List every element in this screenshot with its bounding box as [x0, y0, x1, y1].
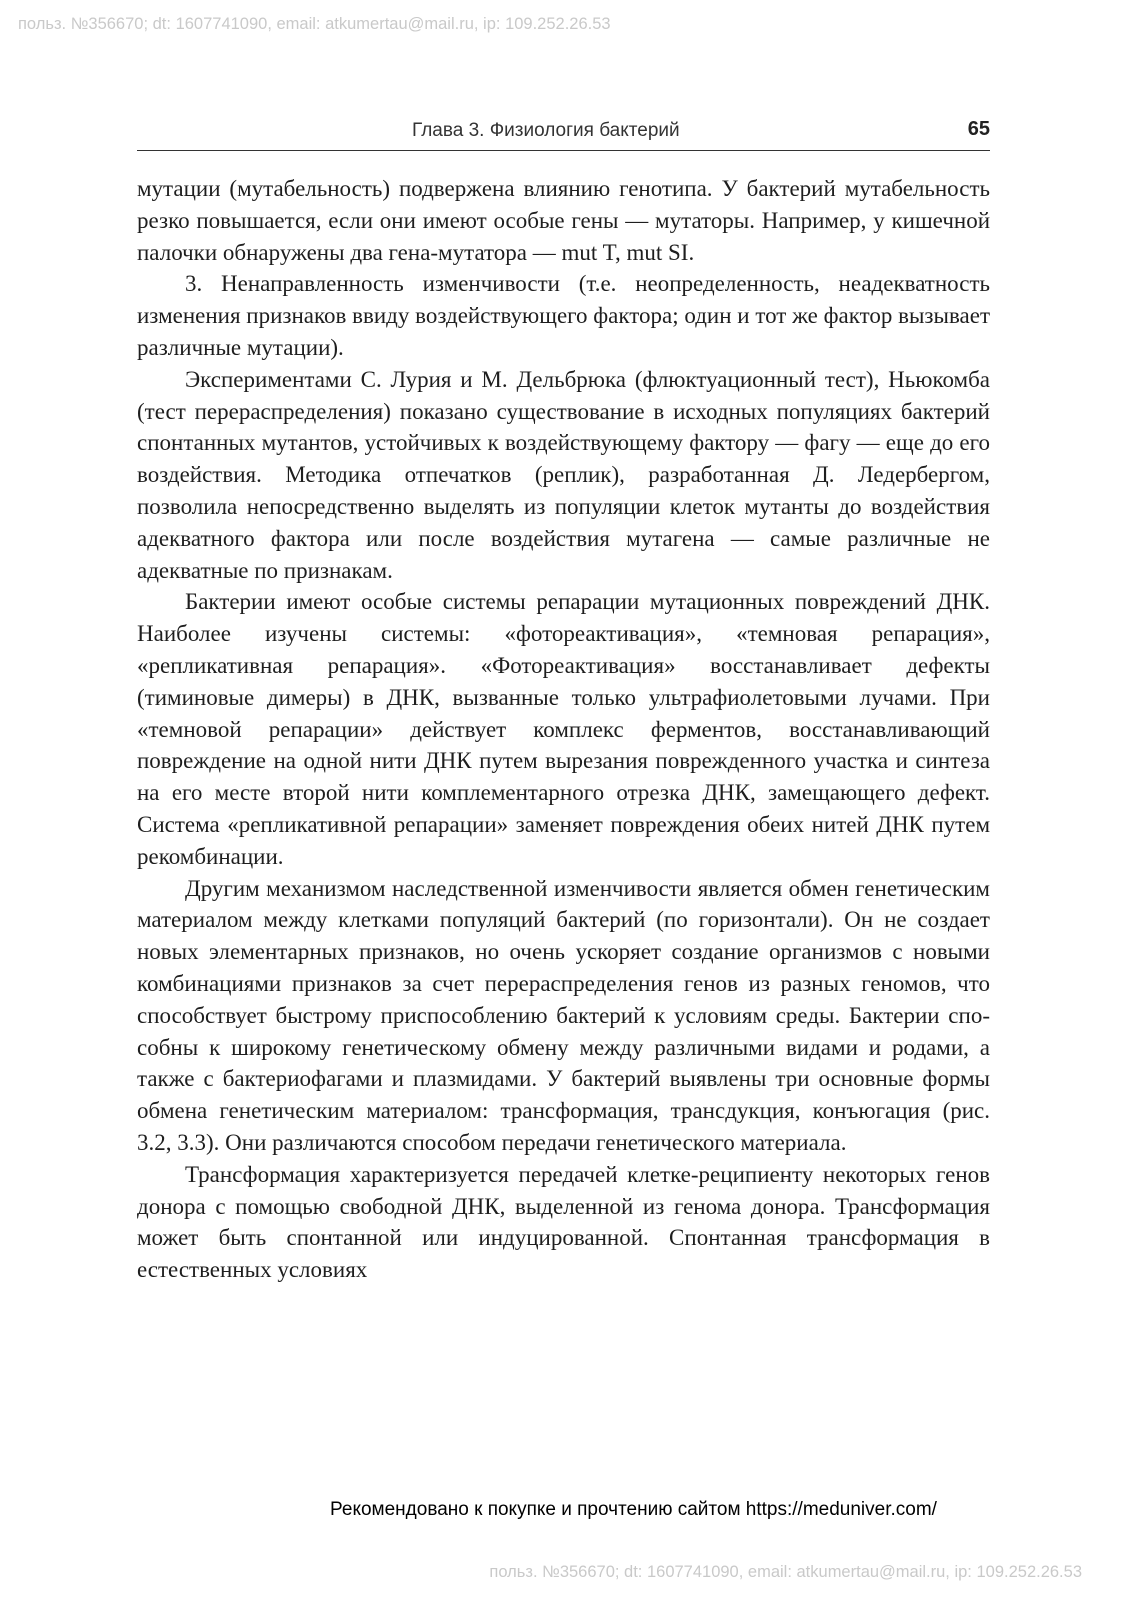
paragraph-3: Экспериментами С. Лурия и М. Дельбрюка (флюктуационный тест), Ньюкомба (тест перераспределения) показано существование в исходных популяциях бактерий спонтанных мутантов, устойчивых к воздействующему фактору — фагу — еще до его воздействия. Методика отпечатков (реплик), разработанная Д. Ледербергом, позволила непосредственно выделять из популяции клеток мутанты до воздействия адекватного фактора или после воздействия мутагена — самые различные не адекватные по признакам.	[137, 366, 990, 583]
paragraph-1: мутации (мутабельность) подвержена влиянию генотипа. У бактерий мутабельность резко повышается, если они имеют особые гены — мутаторы. Например, у кишечной палочки обнаружены два гена-мутатора — mut T, mut SI.	[137, 176, 990, 265]
watermark-top: польз. №356670; dt: 1607741090, email: atkumertau@mail.ru, ip: 109.252.26.53	[18, 15, 611, 33]
running-header	[137, 118, 990, 151]
paragraph-5: Другим механизмом наследственной изменчивости является обмен генетическим материалом между клетками популяций бактерий (по горизонтали). Он не создает новых элементарных признаков, но очень ускоряет создание организмов с новыми комбинациями признаков за счет перераспределения генов из разных геномов, что способствует быстрому приспособлению бактерий к условиям среды. Бактерии способны к широкому генетическому обмену между различными видами и родами, а также с бактериофагами и плазмидами. У бактерий выявлены три основные формы обмена генетическим материалом: трансформация, трансдукция, конъюгация (рис. 3.2, 3.3). Они различаются способом передачи генетического материала.	[137, 875, 990, 1155]
paragraph-6: Трансформация характеризуется передачей клетке-реципиенту некоторых генов донора с помощью свободной ДНК, выделенной из генома донора. Трансформация может быть спонтанной или индуцированной. Спонтанная трансформация в естественных условиях	[137, 1161, 990, 1283]
watermark-bottom: польз. №356670; dt: 1607741090, email: atkumertau@mail.ru, ip: 109.252.26.53	[489, 1563, 1082, 1581]
body-text	[137, 173, 990, 1286]
paragraph-2: 3. Ненаправленность изменчивости (т.е. неопределенность, неадекватность изменения признаков ввиду воздействующего фактора; один и тот же фактор вызывает различные мутации).	[137, 271, 990, 360]
page-number: 65	[967, 118, 990, 140]
recommendation-note: Рекомендовано к покупке и прочтению сайтом https://meduniver.com/	[330, 1499, 937, 1520]
chapter-title: Глава 3. Физиология бактерий	[412, 120, 680, 141]
paragraph-4: Бактерии имеют особые системы репарации мутационных повреждений ДНК. Наиболее изучены системы: «фотореактивация», «темновая репарация», «репликативная репарация». «Фотореактивация» восстанавливает дефекты (тиминовые димеры) в ДНК, вызванные только ультрафиолетовыми лучами. При «темновой репарации» действует комплекс ферментов, восстанавливающий повреждение на одной нити ДНК путем вырезания поврежденного участка и синтеза на его месте второй нити комплементарного отрезка ДНК, замещающего дефект. Система «репликативной репарации» заменяет повреждения обеих нитей ДНК путем рекомбинации.	[137, 589, 990, 869]
